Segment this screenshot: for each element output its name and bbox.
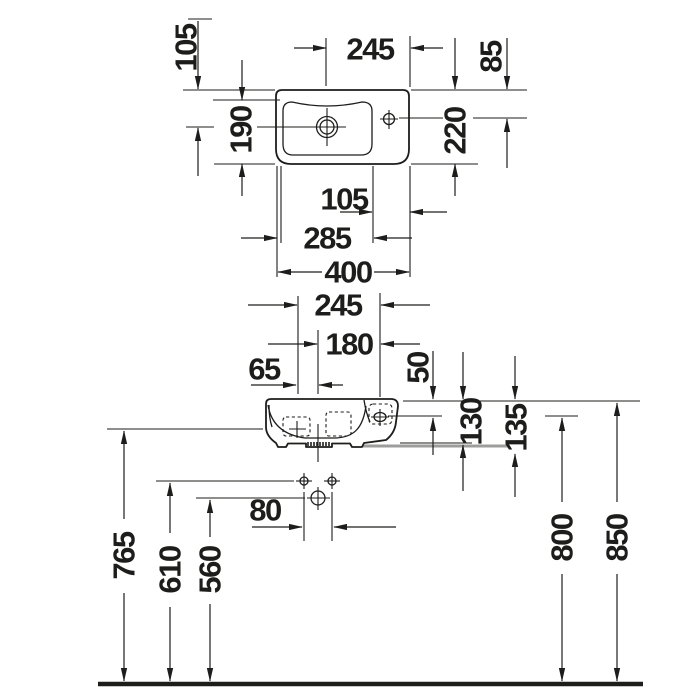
dim-label-rim-to-tap-line: 50 <box>400 352 436 384</box>
dim-label-drain-to-right-edge: 245 <box>346 31 394 67</box>
dim-label-deck-height: 135 <box>498 404 534 452</box>
basin-front-view <box>266 399 398 447</box>
dimension-labels <box>107 23 635 593</box>
dim-label-height-drain: 560 <box>192 546 228 594</box>
dim-label-body-height: 130 <box>453 398 489 446</box>
dim-label-center-to-tap: 180 <box>325 326 373 362</box>
dim-label-height-rim: 850 <box>599 514 635 562</box>
dim-label-hole-spacing: 80 <box>249 492 281 528</box>
front-view-outline <box>266 399 398 447</box>
dim-label-rim-to-drain: 105 <box>168 24 204 72</box>
dim-label-rim-to-tap: 85 <box>473 41 509 73</box>
dim-label-deck-width: 105 <box>320 181 368 217</box>
dim-label-height-underside: 765 <box>106 532 142 580</box>
dim-label-overall-depth: 220 <box>437 107 473 155</box>
dim-label-overall-width: 400 <box>324 254 372 290</box>
dim-label-bowl-width: 285 <box>303 220 351 256</box>
extension-lines <box>107 19 640 541</box>
dim-label-supply-to-center: 65 <box>248 351 280 387</box>
dim-label-bowl-depth: 190 <box>223 106 259 154</box>
wall-fixing-holes <box>296 473 340 510</box>
dim-label-height-mount-holes: 610 <box>152 546 188 594</box>
dim-label-supply-to-tap: 245 <box>314 287 362 323</box>
dim-label-height-tap-line: 800 <box>544 514 580 562</box>
hidden-overflow-box-center <box>326 412 351 436</box>
